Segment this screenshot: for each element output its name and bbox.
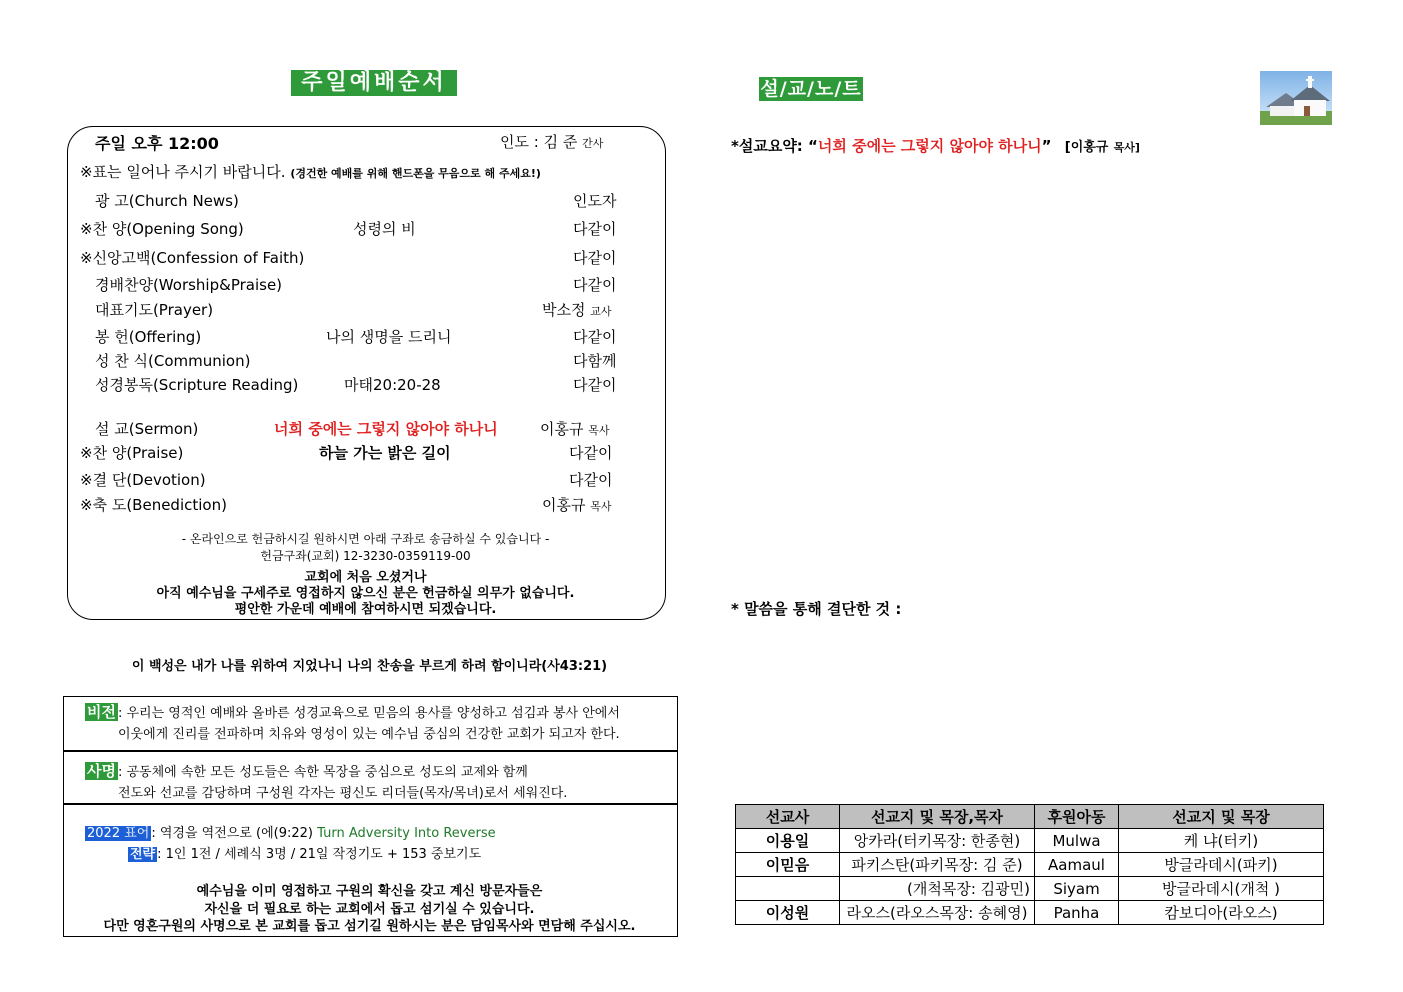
table-header: 선교지 및 목장 (1119, 805, 1324, 829)
vision-label: 비전 (87, 703, 116, 721)
table-cell: Aamaul (1035, 853, 1119, 877)
order-person: 다같이 (573, 328, 617, 346)
summary-close: ” (1041, 137, 1052, 155)
order-item: ※결 단(Devotion) (80, 471, 206, 489)
table-cell: Mulwa (1035, 829, 1119, 853)
service-time: 주일 오후 12:00 (95, 134, 219, 153)
theme-verse: 이 백성은 내가 나를 위하여 지었나니 나의 찬송을 부르게 하려 함이니라(사43:21) (131, 659, 608, 674)
order-item: 대표기도(Prayer) (95, 301, 214, 319)
closing-1: 예수님을 이미 영접하고 구원의 확신을 갖고 계신 방문자들은 (196, 884, 543, 899)
visitor-note-1: 교회에 처음 오셨거나 (304, 570, 427, 585)
table-cell: 캄보디아(라오스) (1119, 901, 1324, 925)
order-item: 봉 헌(Offering) (95, 328, 202, 346)
person-name: 이홍규 (542, 496, 586, 514)
order-person (542, 299, 612, 320)
motto-text: : 역경을 역전으로 (에(9:22) (151, 826, 313, 841)
summary-label: *설교요약: “ (731, 137, 818, 155)
table-cell: 앙카라(터키목장: 한종현) (840, 829, 1035, 853)
strategy-line (128, 843, 481, 862)
closing-3: 다만 영혼구원의 사명으로 본 교회를 돕고 섬기길 원하시는 분은 담임목사와 면담해 주십시오. (103, 919, 636, 934)
church-photo-icon (1260, 71, 1332, 125)
order-item: 경배찬양(Worship&Praise) (95, 276, 283, 294)
vision-text-1: : 우리는 영적인 예배와 올바른 성경교육으로 믿음의 용사를 양성하고 섬김과 봉사 안에서 (117, 706, 620, 721)
order-person: 다같이 (573, 376, 617, 394)
table-cell: Siyam (1035, 877, 1119, 901)
person-name: 박소정 (542, 301, 586, 319)
motto-label: 2022 표어 (87, 826, 150, 841)
order-person: 다같이 (573, 220, 617, 238)
closing-2: 자신을 더 필요로 하는 교회에서 돕고 섬기실 수 있습니다. (204, 902, 535, 917)
table-cell: 이용일 (736, 829, 840, 853)
table-cell: 방글라데시(파키) (1119, 853, 1324, 877)
visitor-note-2: 아직 예수님을 구세주로 영접하지 않으신 분은 헌금하실 의무가 없습니다. (156, 586, 575, 601)
phone-note: (경건한 예배를 위해 핸드폰을 무음으로 해 주세요!) (290, 167, 541, 180)
mission-text-1: : 공동체에 속한 모든 성도들은 속한 목장을 중심으로 성도의 교제와 함께 (117, 765, 528, 780)
order-detail: 나의 생명을 드리니 (326, 328, 452, 346)
mission-line-1 (85, 760, 528, 781)
motto-line (85, 822, 496, 841)
table-row (736, 829, 1324, 853)
order-item: 성경봉독(Scripture Reading) (95, 376, 299, 394)
order-item: 성 찬 식(Communion) (95, 352, 251, 370)
vision-line-1 (85, 701, 620, 722)
order-person: 인도자 (573, 192, 617, 210)
order-person: 다같이 (569, 444, 613, 462)
mission-label: 사명 (87, 762, 116, 780)
table-cell: 파키스탄(파키목장: 김 준) (840, 853, 1035, 877)
order-detail: 하늘 가는 밝은 길이 (319, 444, 451, 462)
order-person: 다함께 (573, 352, 617, 370)
table-cell: 방글라데시(개척 ) (1119, 877, 1324, 901)
sermon-summary (731, 135, 1140, 156)
order-item: ※찬 양(Praise) (80, 444, 184, 462)
summary-preacher-title: 목사] (1113, 141, 1140, 154)
table-cell: 라오스(라오스목장: 송혜영) (840, 901, 1035, 925)
decision-label: * 말씀을 통해 결단한 것 : (731, 600, 902, 618)
order-item: ※축 도(Benediction) (80, 496, 227, 514)
person-name: 이홍규 (540, 420, 584, 438)
table-cell: 이믿음 (736, 853, 840, 877)
stand-note-text: ※표는 일어나 주시기 바랍니다. (80, 163, 286, 181)
table-row (736, 877, 1324, 901)
missionary-table (735, 804, 1324, 925)
order-person (542, 494, 612, 515)
summary-preacher: [이홍규 (1064, 140, 1109, 155)
summary-title: 너희 중에는 그렇지 않아야 하나니 (817, 137, 1042, 155)
table-row (736, 901, 1324, 925)
order-person: 다같이 (573, 276, 617, 294)
order-item: 광 고(Church News) (95, 192, 239, 210)
table-cell: (개척목장: 김광민) (840, 877, 1035, 901)
order-item: ※찬 양(Opening Song) (80, 220, 244, 238)
person-title: 교사 (590, 305, 612, 318)
service-leader (500, 131, 603, 152)
table-row (736, 853, 1324, 877)
table-header: 후원아동 (1035, 805, 1119, 829)
order-detail: 마태20:20-28 (344, 376, 441, 394)
table-header: 선교사 (736, 805, 840, 829)
order-person (540, 418, 610, 439)
offering-account: 헌금구좌(교회) 12-3230-0359119-00 (260, 549, 471, 563)
order-item: 설 교(Sermon) (95, 420, 199, 438)
table-cell (736, 877, 840, 901)
table-cell: Panha (1035, 901, 1119, 925)
strategy-label: 전략 (130, 847, 156, 862)
visitor-note-3: 평안한 가운데 예배에 참여하시면 되겠습니다. (234, 602, 497, 617)
leader-name: 인도 : 김 준 (500, 133, 578, 151)
sermon-title: 너희 중에는 그렇지 않아야 하나니 (274, 420, 498, 438)
order-detail: 성령의 비 (353, 220, 416, 238)
page-title: 주일예배순서 (291, 70, 457, 96)
order-item: ※신앙고백(Confession of Faith) (80, 249, 305, 267)
motto-english: Turn Adversity Into Reverse (317, 826, 496, 841)
stand-note (80, 161, 541, 182)
table-header: 선교지 및 목장,목자 (840, 805, 1035, 829)
vision-line-2: 이웃에게 진리를 전파하며 치유와 영성이 있는 예수님 중심의 건강한 교회가 되고자 한다. (118, 727, 620, 742)
order-person: 다같이 (573, 249, 617, 267)
sermon-note-title: 설/교/노/트 (760, 78, 862, 100)
leader-title: 간사 (582, 137, 604, 150)
online-note: - 온라인으로 헌금하시길 원하시면 아래 구좌로 송금하실 수 있습니다 - (181, 532, 550, 546)
table-cell: 케 냐(터키) (1119, 829, 1324, 853)
person-title: 목사 (588, 424, 610, 437)
order-person: 다같이 (569, 471, 613, 489)
strategy-text: : 1인 1전 / 세례식 3명 / 21일 작정기도 + 153 중보기도 (157, 847, 482, 862)
person-title: 목사 (590, 500, 612, 513)
mission-line-2: 전도와 선교를 감당하며 구성원 각자는 평신도 리더들(목자/목녀)로서 세워진다. (118, 786, 568, 801)
table-header-row (736, 805, 1324, 829)
table-cell: 이성원 (736, 901, 840, 925)
